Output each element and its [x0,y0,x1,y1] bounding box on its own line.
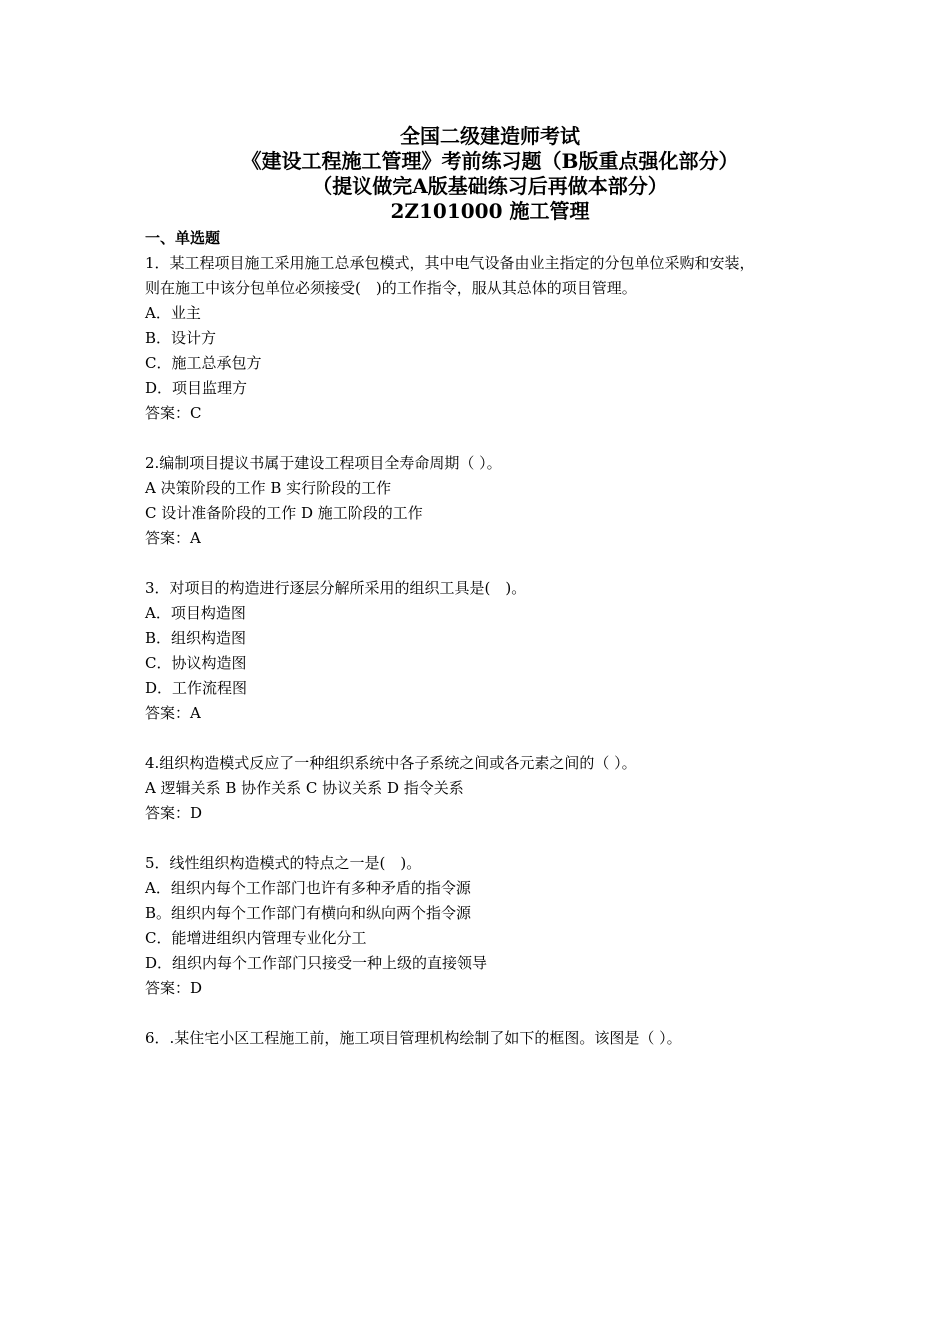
question-list [145,251,835,1051]
question-2-line: A 决策阶段的工作 B 实行阶段的工作 [145,479,392,497]
question-3-line: 答案：A [145,704,201,722]
question-1-line: D．项目监理方 [145,379,248,397]
question-4-line: A 逻辑关系 B 协作关系 C 协议关系 D 指令关系 [145,779,464,797]
question-3-line: 3．对项目的构造进行逐层分解所采用的组织工具是( )。 [145,579,527,597]
question-1-line: 则在施工中该分包单位必须接受( )的工作指令，服从其总体的项目管理。 [145,279,637,297]
question-1-line: 答案：C [145,404,202,422]
question-3-line: D．工作流程图 [145,679,248,697]
section-heading: 一、单选题 [145,229,221,247]
question-1-line: B．设计方 [145,329,217,347]
question-6-line: 6．.某住宅小区工程施工前，施工项目管理机构绘制了如下的框图。该图是（ ）。 [145,1029,682,1047]
question-4 [145,751,835,826]
question-3 [145,576,835,726]
question-5-line: B。组织内每个工作部门有横向和纵向两个指令源 [145,904,472,922]
question-4-line: 答案：D [145,804,203,822]
question-1-line: A．业主 [145,304,201,322]
question-5-line: D．组织内每个工作部门只接受一种上级的直接领导 [145,954,488,972]
question-5 [145,851,835,1001]
question-6 [145,1026,835,1051]
title-line-3: （提议做完A版基础练习后再做本部分） [312,174,668,198]
question-2-line: 答案：A [145,529,201,547]
title-line-4: 2Z101000 施工管理 [390,199,590,223]
question-5-line: 5．线性组织构造模式的特点之一是( )。 [145,854,422,872]
document-page [145,124,835,1051]
question-5-line: C．能增进组织内管理专业化分工 [145,929,367,947]
question-4-line: 4.组织构造模式反应了一种组织系统中各子系统之间或各元素之间的（ ）。 [145,754,637,772]
question-2-line: C 设计准备阶段的工作 D 施工阶段的工作 [145,504,423,522]
question-3-line: B．组织构造图 [145,629,247,647]
question-5-line: A．组织内每个工作部门也许有多种矛盾的指令源 [145,879,471,897]
title-line-2: 《建设工程施工管理》考前练习题（B版重点强化部分） [241,149,739,173]
question-2 [145,451,835,551]
question-3-line: A．项目构造图 [145,604,246,622]
question-5-line: 答案：D [145,979,203,997]
question-3-line: C．协议构造图 [145,654,247,672]
document-title [115,124,865,224]
question-1-line: 1．某工程项目施工采用施工总承包模式，其中电气设备由业主指定的分包单位采购和安装， [145,254,755,272]
question-1-line: C．施工总承包方 [145,354,262,372]
question-2-line: 2.编制项目提议书属于建设工程项目全寿命周期（ ）。 [145,454,502,472]
title-line-1: 全国二级建造师考试 [400,124,580,148]
question-1 [145,251,835,426]
